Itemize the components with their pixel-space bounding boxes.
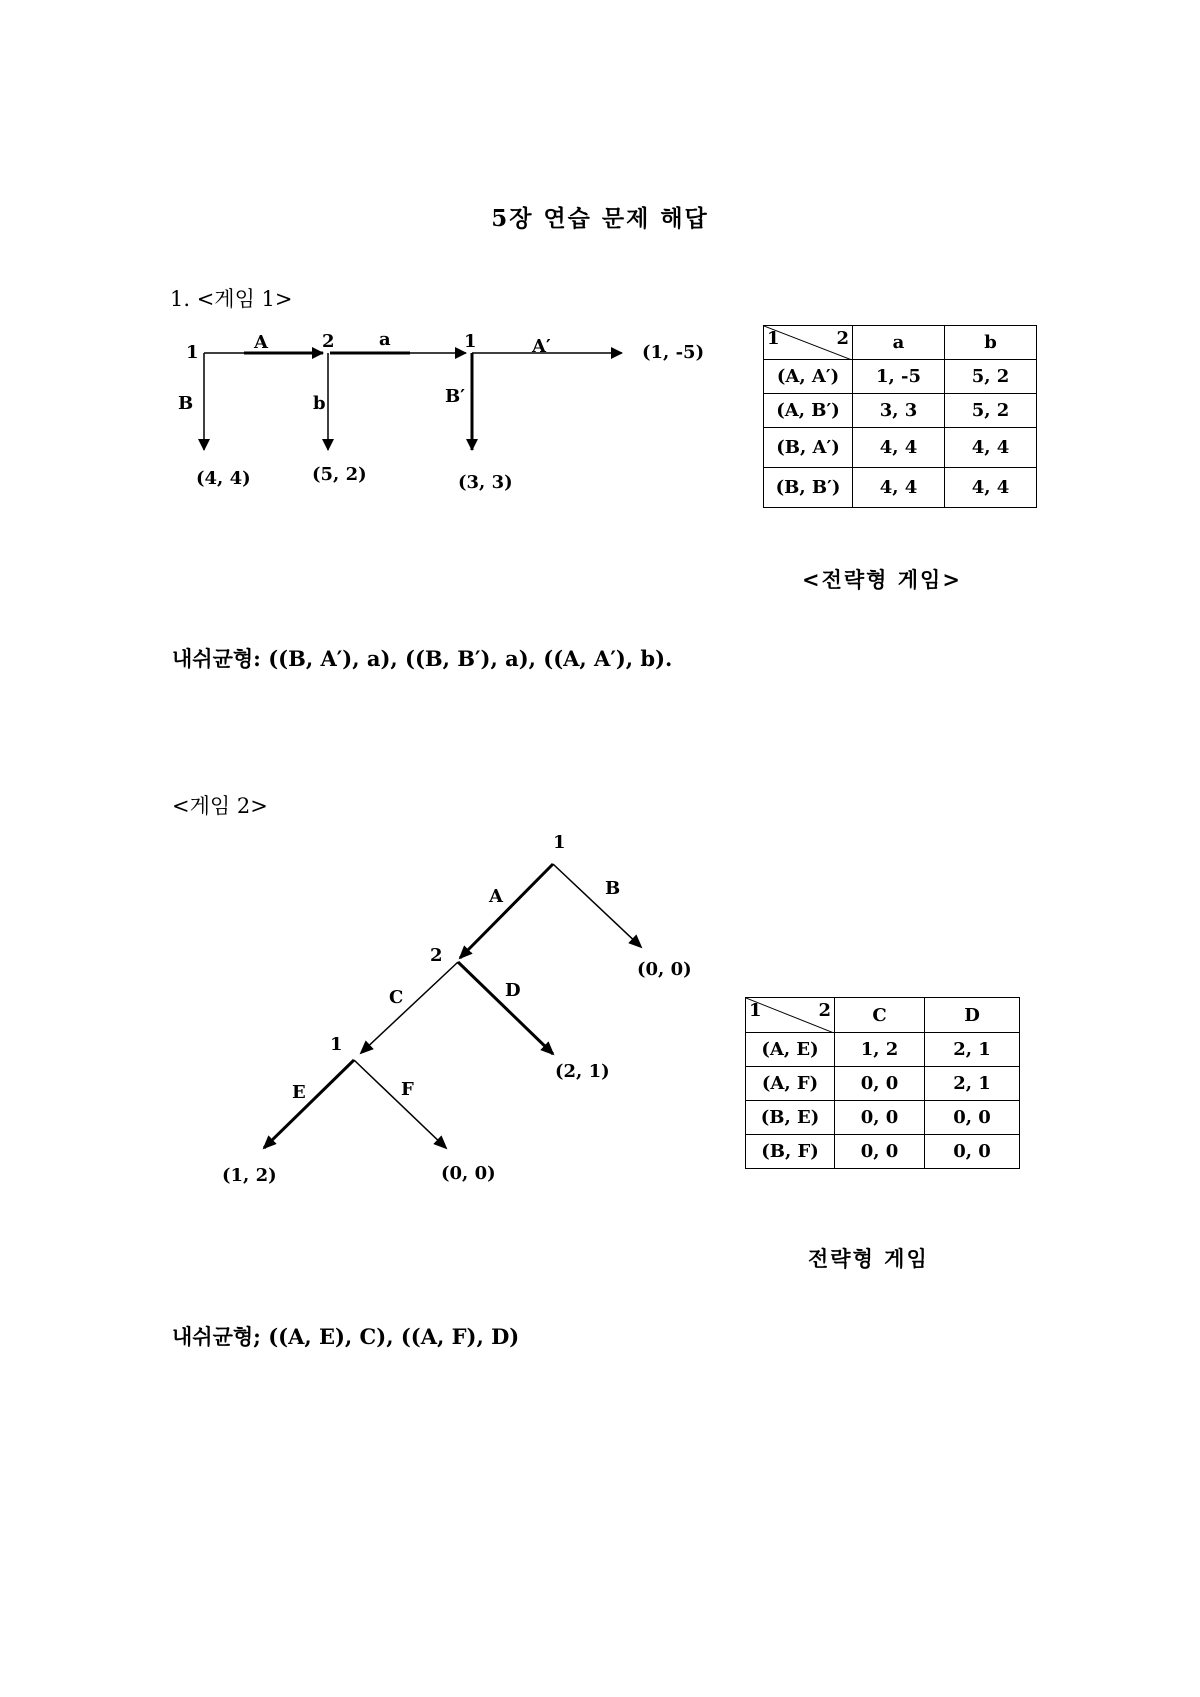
game1-payoff: (4, 4) [196, 468, 251, 489]
table-cell: 0, 0 [925, 1135, 1020, 1169]
table-cell: 2, 1 [925, 1067, 1020, 1101]
game1-table-caption: <전략형 게임> [802, 567, 962, 592]
game2-edge-E [264, 1060, 354, 1148]
game2-payoff: (2, 1) [555, 1061, 610, 1082]
row-label: (B, A′) [764, 428, 853, 468]
column-header: C [835, 998, 925, 1033]
game1-nash-equilibrium: 내쉬균형: ((B, A′), a), ((B, B′), a), ((A, A′), b). [172, 646, 673, 671]
table-row [746, 1135, 1020, 1169]
page-title: 5장 연습 문제 해답 [491, 205, 709, 232]
game2-action-A: A [489, 886, 503, 907]
column-header: b [945, 326, 1037, 360]
table-cell: 4, 4 [945, 428, 1037, 468]
game1-payoff: (5, 2) [312, 464, 367, 485]
row-label: (B, E) [746, 1101, 835, 1135]
game2-edge-B [553, 864, 641, 947]
game2-node-2: 2 [430, 945, 443, 966]
game1-action-A-prime: A′ [532, 336, 551, 357]
game1-action-B-prime: B′ [445, 386, 465, 407]
table-corner: 1 2 [746, 998, 835, 1033]
table-cell: 5, 2 [945, 360, 1037, 394]
table-row [764, 468, 1037, 508]
table-row [746, 1101, 1020, 1135]
game2-edge-D [458, 962, 553, 1054]
table-corner: 1 2 [764, 326, 853, 360]
table-cell: 4, 4 [853, 428, 945, 468]
game2-payoff: (0, 0) [441, 1163, 496, 1184]
game1-strategic-table [763, 325, 1037, 508]
row-label: (A, A′) [764, 360, 853, 394]
table-cell: 0, 0 [835, 1067, 925, 1101]
column-header: a [853, 326, 945, 360]
table-cell: 0, 0 [925, 1101, 1020, 1135]
game2-action-F: F [401, 1079, 414, 1100]
game2-edge-F [354, 1060, 446, 1148]
column-header: D [925, 998, 1020, 1033]
table-row [746, 1033, 1020, 1067]
table-row [764, 360, 1037, 394]
game1-node-2: 2 [322, 331, 335, 352]
table-row [764, 428, 1037, 468]
table-cell: 2, 1 [925, 1033, 1020, 1067]
game2-edge-A [460, 864, 553, 958]
table-cell: 1, -5 [853, 360, 945, 394]
game1-heading: 1. <게임 1> [170, 287, 293, 311]
game1-action-b: b [313, 393, 326, 414]
game2-table-caption: 전략형 게임 [808, 1246, 929, 1271]
table-cell: 0, 0 [835, 1101, 925, 1135]
game2-node-1: 1 [553, 832, 566, 853]
game2-node-1b: 1 [330, 1034, 343, 1055]
game2-heading: <게임 2> [172, 794, 268, 818]
game1-node-1: 1 [186, 342, 199, 363]
table-cell: 4, 4 [853, 468, 945, 508]
game1-action-a: a [379, 329, 391, 350]
row-label: (A, E) [746, 1033, 835, 1067]
row-label: (B, B′) [764, 468, 853, 508]
game2-action-D: D [505, 980, 521, 1001]
game2-action-C: C [389, 987, 404, 1008]
row-label: (B, F) [746, 1135, 835, 1169]
game2-tree [0, 800, 1200, 1220]
table-cell: 5, 2 [945, 394, 1037, 428]
row-label: (A, B′) [764, 394, 853, 428]
table-row [746, 1067, 1020, 1101]
game2-action-E: E [292, 1082, 306, 1103]
table-cell: 3, 3 [853, 394, 945, 428]
game2-payoff: (0, 0) [637, 959, 692, 980]
game2-strategic-table [745, 997, 1020, 1169]
game2-payoff: (1, 2) [222, 1165, 277, 1186]
table-cell: 4, 4 [945, 468, 1037, 508]
game2-action-B: B [605, 878, 621, 899]
game1-action-A: A [254, 332, 268, 353]
row-label: (A, F) [746, 1067, 835, 1101]
game1-payoff: (3, 3) [458, 472, 513, 493]
game2-edge-C [361, 962, 458, 1053]
game1-action-B: B [178, 393, 194, 414]
table-cell: 0, 0 [835, 1135, 925, 1169]
game1-payoff: (1, -5) [642, 342, 705, 363]
game1-node-1b: 1 [464, 331, 477, 352]
game2-nash-equilibrium: 내쉬균형; ((A, E), C), ((A, F), D) [172, 1324, 520, 1349]
table-row [764, 394, 1037, 428]
table-cell: 1, 2 [835, 1033, 925, 1067]
